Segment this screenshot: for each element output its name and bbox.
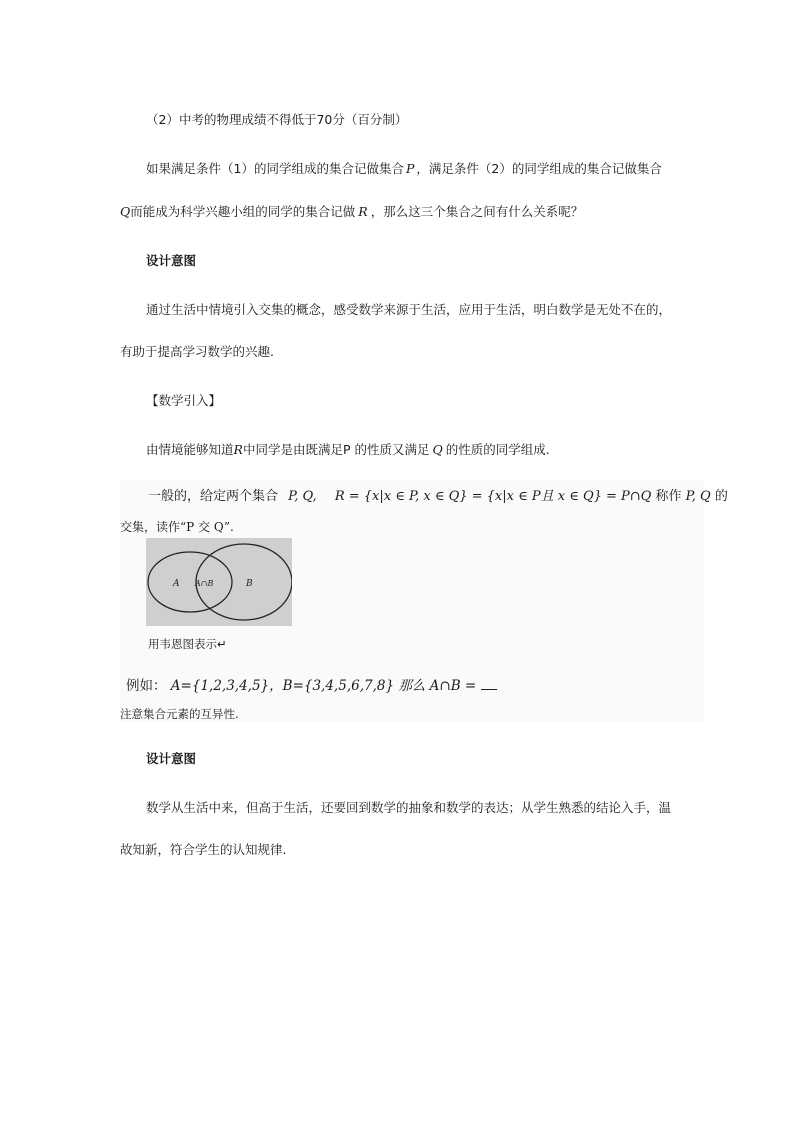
paragraph-sets-intro: 如果满足条件（1）的同学组成的集合记做集合 P ，满足条件（2）的同学组成的集合记做集合 (146, 161, 662, 176)
definition-line-2: 交集，读作“P 交 Q”. (120, 520, 234, 534)
paragraph-design-intent-1b: 有助于提高学习数学的兴趣. (120, 344, 274, 359)
paragraph-design-intent-2a: 数学从生活中来，但高于生活，还要回到数学的抽象和数学的表达；从学生熟悉的结论入手，温 (146, 800, 672, 815)
definition-line-1: 一般的，给定两个集合 P, Q, R = {x|x ∈ P, x ∈ Q} = {x|x ∈ P且 x ∈ Q} = P∩Q 称作 P, Q 的 (148, 489, 728, 504)
venn-diagram (146, 538, 292, 626)
paragraph-math-intro: 由情境能够知道R中同学是由既满足P 的性质又满足 Q 的性质的同学组成. (146, 442, 550, 457)
venn-circle-a (148, 552, 232, 612)
definition-box (120, 480, 728, 722)
example-line: 例如： A={1,2,3,4,5}，B={3,4,5,6,7,8} 那么 A∩B = (126, 674, 497, 694)
heading-design-intent-1: 设计意图 (146, 253, 197, 268)
heading-design-intent-2: 设计意图 (146, 751, 197, 766)
venn-label-b: B (246, 579, 253, 589)
venn-label-a: A (173, 579, 180, 589)
paragraph-design-intent-2b: 故知新，符合学生的认知规律. (120, 842, 287, 857)
heading-math-intro: 【数学引入】 (146, 393, 222, 408)
paragraph-condition-2: （2）中考的物理成绩不得低于70分（百分制） (146, 112, 408, 127)
venn-caption: 用韦恩图表示↵ (148, 637, 227, 651)
distinctness-note: 注意集合元素的互异性. (120, 707, 239, 721)
venn-diagram-svg (146, 538, 292, 626)
paragraph-design-intent-1a: 通过生活中情境引入交集的概念，感受数学来源于生活，应用于生活，明白数学是无处不在的， (146, 302, 672, 317)
venn-label-intersection: A∩B (195, 579, 214, 588)
paragraph-sets-question: Q而能成为科学兴趣小组的同学的集合记做 R ，那么这三个集合之间有什么关系呢？ (120, 204, 584, 219)
answer-blank (481, 677, 497, 690)
